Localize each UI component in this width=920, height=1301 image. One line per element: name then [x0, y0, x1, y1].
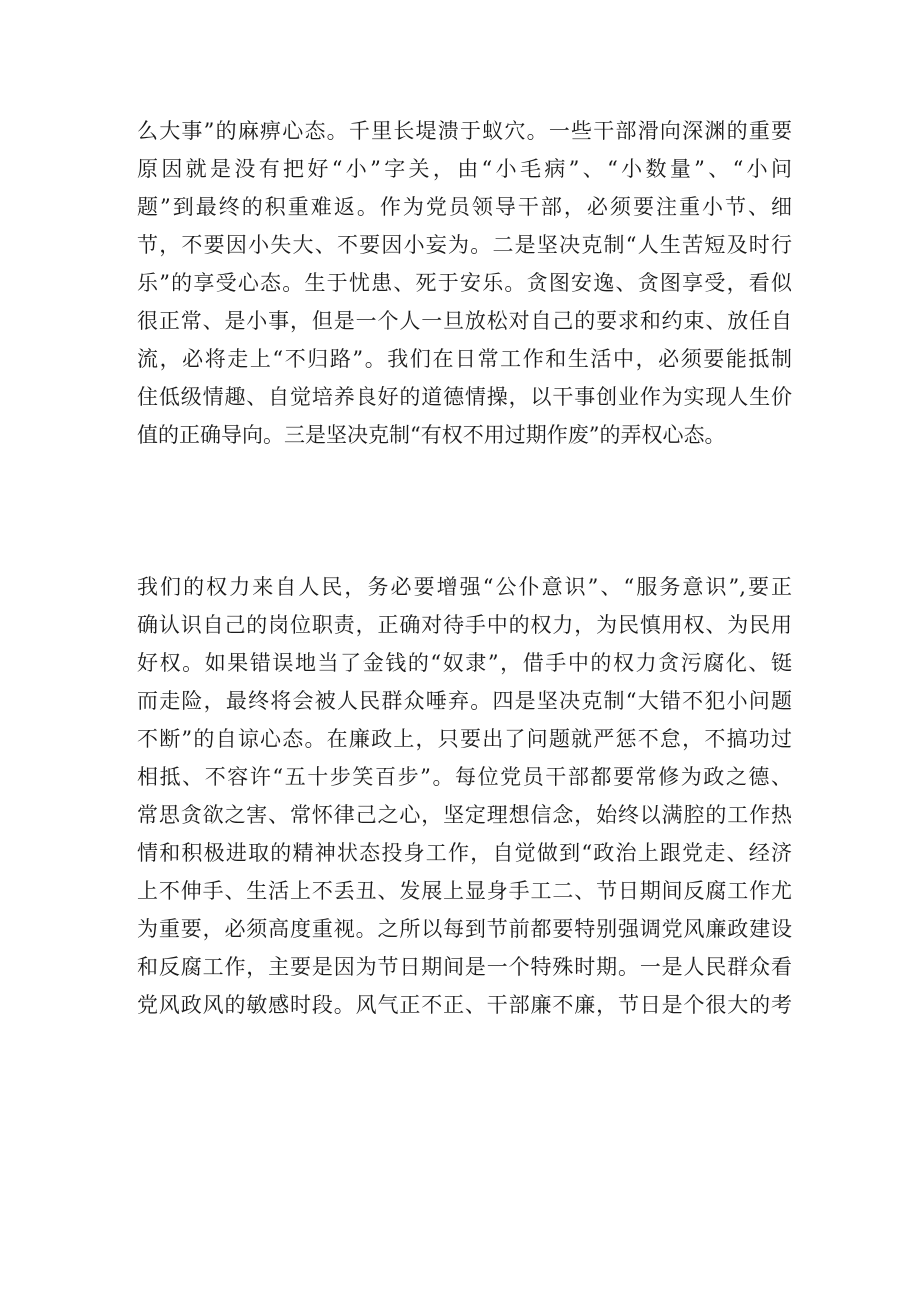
text-line: 好权。如果错误地当了金钱的“奴隶”，借手中的权力贪污腐化、铤 — [137, 651, 792, 675]
text-line: 题”到最终的积重难返。作为党员领导干部，必须要注重小节、细 — [137, 195, 792, 219]
text-line: 相抵、不容许“五十步笑百步”。每位党员干部都要常修为政之德、 — [137, 765, 792, 789]
text-line: 么大事”的麻痹心态。千里长堤溃于蚁穴。一些干部滑向深渊的重要 — [137, 119, 792, 143]
text-line: 值的正确导向。三是坚决克制“有权不用过期作废”的弄权心态。 — [137, 423, 726, 447]
text-line: 党风政风的敏感时段。风气正不正、干部廉不廉，节日是个很大的考 — [137, 993, 792, 1017]
paragraph-1 — [137, 112, 792, 454]
text-line: 不断”的自谅心态。在廉政上，只要出了问题就严惩不怠，不搞功过 — [137, 727, 792, 751]
text-line: 乐”的享受心态。生于忧患、死于安乐。贪图安逸、贪图享受，看似 — [137, 271, 792, 295]
text-line: 我们的权力来自人民，务必要增强“公仆意识”、“服务意识”,要正 — [137, 575, 792, 599]
text-line: 住低级情趣、自觉培养良好的道德情操，以干事创业作为实现人生价 — [137, 385, 792, 409]
text-line: 和反腐工作，主要是因为节日期间是一个特殊时期。一是人民群众看 — [137, 955, 792, 979]
text-line: 很正常、是小事，但是一个人一旦放松对自己的要求和约束、放任自 — [137, 309, 792, 333]
text-line: 节，不要因小失大、不要因小妄为。二是坚决克制“人生苦短及时行 — [137, 233, 792, 257]
text-line: 情和积极进取的精神状态投身工作，自觉做到“政治上跟党走、经济 — [137, 841, 792, 865]
paragraph-2 — [137, 568, 792, 1024]
text-line: 上不伸手、生活上不丢丑、发展上显身手工二、节日期间反腐工作尤 — [137, 879, 792, 903]
text-line: 常思贪欲之害、常怀律己之心，坚定理想信念，始终以满腔的工作热 — [137, 803, 792, 827]
text-line: 原因就是没有把好“小”字关，由“小毛病”、“小数量”、“小问 — [137, 157, 792, 181]
text-line: 为重要，必须高度重视。之所以每到节前都要特别强调党风廉政建设 — [137, 917, 792, 941]
text-line: 而走险，最终将会被人民群众唾弃。四是坚决克制“大错不犯小问题 — [137, 689, 792, 713]
text-line: 流，必将走上“不归路”。我们在日常工作和生活中，必须要能抵制 — [137, 347, 792, 371]
text-line: 确认识自己的岗位职责，正确对待手中的权力，为民慎用权、为民用 — [137, 613, 792, 637]
